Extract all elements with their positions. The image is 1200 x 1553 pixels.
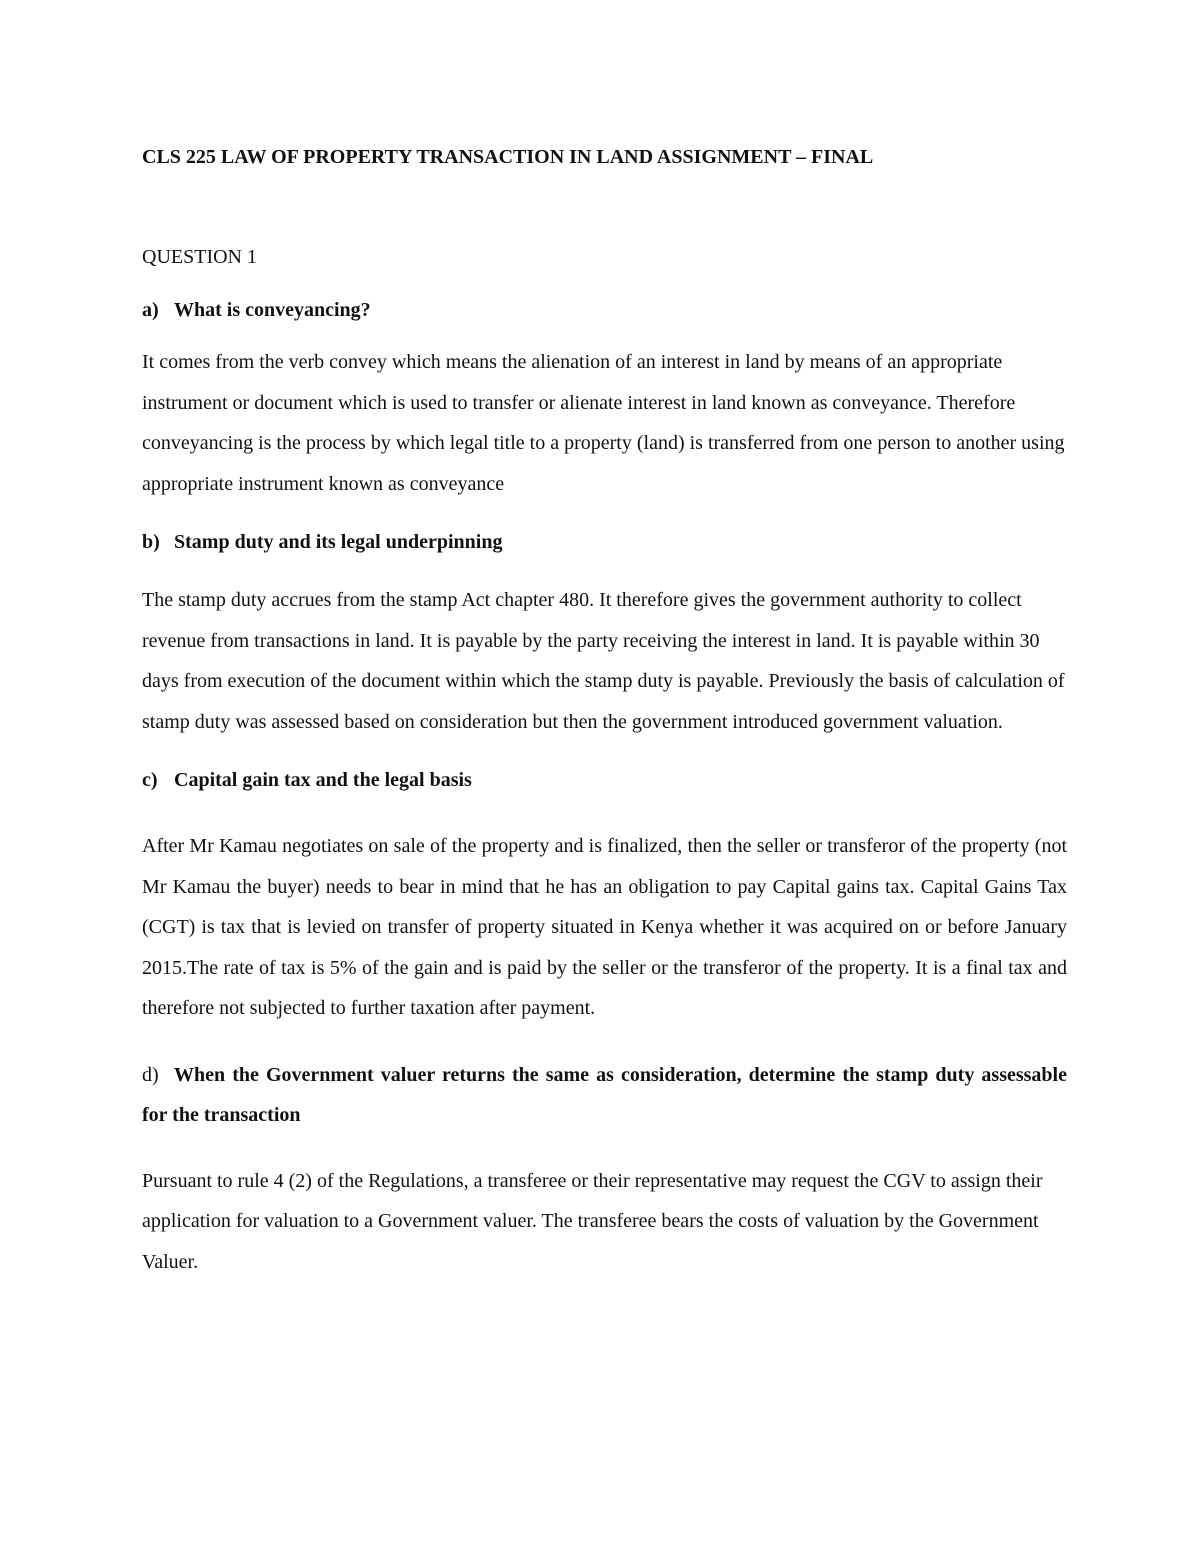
- section-d-body: Pursuant to rule 4 (2) of the Regulations, a transferee or their representative may request the CGV to assign their application for valuation to a Government valuer. The transferee bears the costs of valuation by the Government Valuer.: [142, 1169, 1043, 1273]
- section-b-marker: b): [142, 531, 160, 553]
- section-b-heading: [142, 522, 1067, 562]
- question-label: QUESTION 1: [142, 246, 257, 268]
- section-a-body: It comes from the verb convey which means the alienation of an interest in land by means of an appropriate instrument or document which is used to transfer or alienate interest in land known as conveyance. Therefore conveyancing is the process by which legal title to a property (land) is transferred from one person to another using appropriate instrument known as conveyance: [142, 351, 1065, 495]
- section-b-heading-text: Stamp duty and its legal underpinning: [174, 531, 503, 553]
- section-d-heading-text: When the Government valuer returns the same as consideration, determine the stamp duty assessable for the transaction: [142, 1063, 1067, 1126]
- section-d-heading: [142, 1055, 1067, 1135]
- section-a-heading-text: What is conveyancing?: [174, 299, 371, 321]
- section-c-heading-text: Capital gain tax and the legal basis: [174, 769, 472, 791]
- section-c-marker: c): [142, 769, 158, 791]
- document-title: CLS 225 LAW OF PROPERTY TRANSACTION IN LAND ASSIGNMENT – FINAL: [142, 146, 874, 168]
- section-b-body: The stamp duty accrues from the stamp Act chapter 480. It therefore gives the government authority to collect revenue from transactions in land. It is payable by the party receiving the interest in land. It is payable within 30 days from execution of the document within which the stamp duty is payable. Previously the basis of calculation of stamp duty was assessed based on consideration but then the government introduced government valuation.: [142, 589, 1065, 733]
- section-c-heading: [142, 760, 1067, 800]
- section-a-marker: a): [142, 299, 159, 321]
- section-d-marker: d): [142, 1063, 159, 1086]
- section-a-heading: [142, 290, 1067, 330]
- section-c-body: After Mr Kamau negotiates on sale of the property and is finalized, then the seller or transferor of the property (not Mr Kamau the buyer) needs to bear in mind that he has an obligation to pay Capital gains tax. Capital Gains Tax (CGT) is tax that is levied on transfer of property situated in Kenya whether it was acquired on or before January 2015.The rate of tax is 5% of the gain and is paid by the seller or the transferor of the property. It is a final tax and therefore not subjected to further taxation after payment.: [142, 835, 1067, 1019]
- document-content: [142, 140, 1067, 1282]
